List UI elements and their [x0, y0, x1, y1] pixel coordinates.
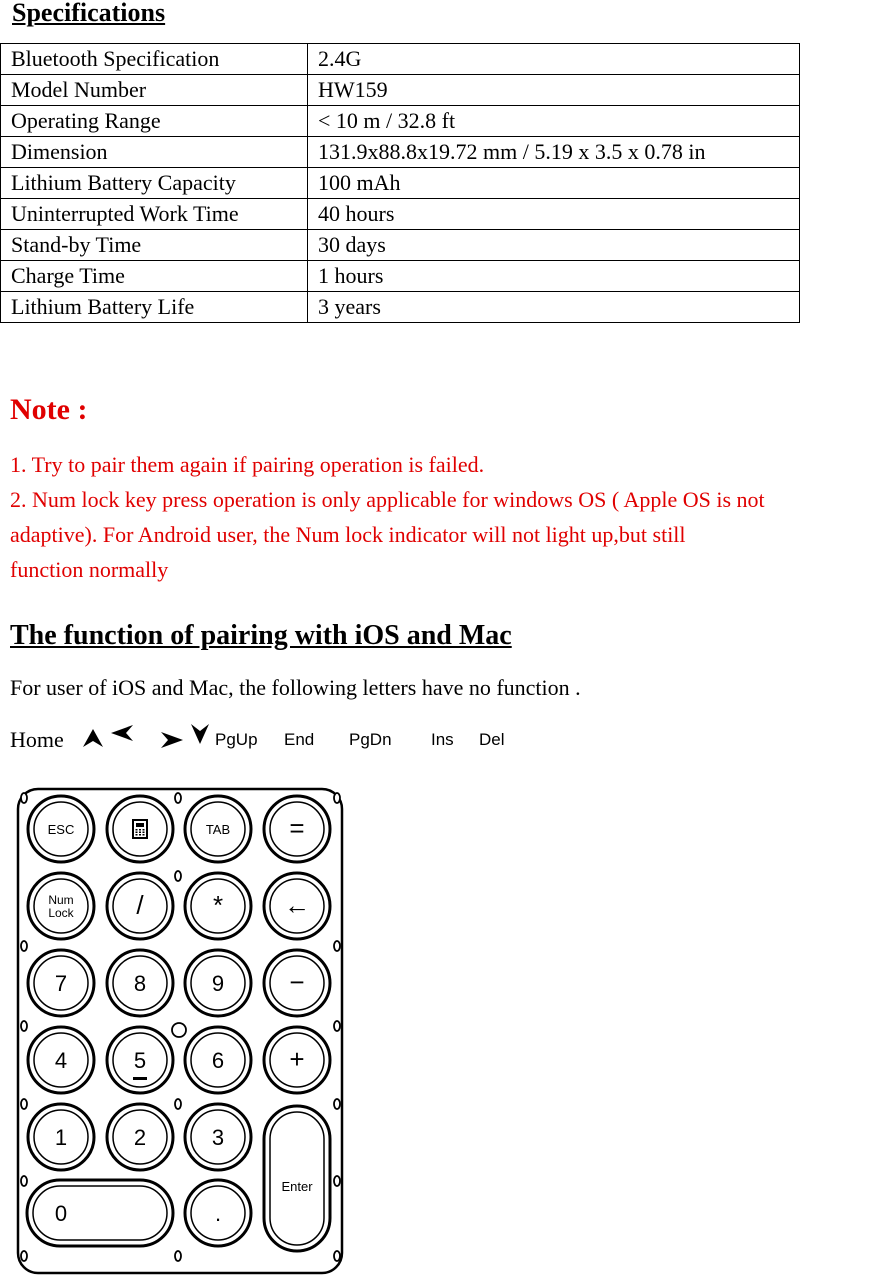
frame-dot [175, 1251, 181, 1261]
key-label: 3 [211, 1125, 225, 1150]
arrow-up-icon [82, 728, 104, 748]
key-label: ← [284, 890, 310, 920]
keypad-key [264, 950, 330, 1016]
spec-row [1, 292, 800, 323]
end-key-label: End [284, 730, 315, 749]
frame-dot [334, 1021, 340, 1031]
note-line: 2. Num lock key press operation is only applicable for windows OS ( Apple OS is not [10, 487, 765, 512]
spec-value: < 10 m / 32.8 ft [308, 106, 800, 137]
spec-value: 1 hours [308, 261, 800, 292]
keypad-key [107, 1027, 173, 1093]
note-line: function normally [10, 557, 169, 582]
specifications-heading: Specifications [12, 0, 166, 27]
spec-label: Operating Range [1, 106, 308, 137]
home-key-label: Home [10, 727, 64, 752]
arrow-left-icon [110, 724, 134, 742]
frame-dot [334, 1176, 340, 1186]
frame-dot [21, 793, 27, 803]
del-key-label: Del [479, 730, 505, 749]
spec-row [1, 261, 800, 292]
spec-label: Stand-by Time [1, 230, 308, 261]
frame-dot [334, 793, 340, 803]
key-label: 7 [54, 971, 68, 996]
keypad-key [185, 1027, 251, 1093]
keypad-key [107, 873, 173, 939]
note-body [10, 447, 869, 587]
keypad-key [107, 796, 173, 862]
key-label: 1 [54, 1125, 68, 1150]
spec-label: Lithium Battery Capacity [1, 168, 308, 199]
key-label: Enter [281, 1179, 313, 1194]
function-section-text: For user of iOS and Mac, the following letters have no function . [10, 675, 581, 700]
frame-dot [175, 1099, 181, 1109]
keypad-key [185, 873, 251, 939]
spec-value: 131.9x88.8x19.72 mm / 5.19 x 3.5 x 0.78 in [308, 137, 800, 168]
spec-row [1, 106, 800, 137]
spec-value: 40 hours [308, 199, 800, 230]
note-line: adaptive). For Android user, the Num lock indicator will not light up,but still [10, 522, 686, 547]
pgdn-key-label: PgDn [349, 730, 392, 749]
home-bump [133, 1077, 147, 1080]
spec-row [1, 75, 800, 106]
frame-dot [21, 1021, 27, 1031]
keypad-key [28, 950, 94, 1016]
keypad-key [264, 1027, 330, 1093]
key-label: . [214, 1201, 222, 1226]
key-label: 4 [54, 1048, 68, 1073]
spec-label: Lithium Battery Life [1, 292, 308, 323]
frame-dot [334, 941, 340, 951]
frame-dot [175, 871, 181, 881]
key-label: 0 [54, 1201, 68, 1226]
key-label: 2 [133, 1125, 147, 1150]
key-label: − [289, 967, 305, 997]
key-label: ESC [47, 822, 75, 837]
spec-row [1, 199, 800, 230]
spec-label: Charge Time [1, 261, 308, 292]
note-title: Note : [10, 393, 88, 426]
spec-row [1, 230, 800, 261]
spec-value: 2.4G [308, 44, 800, 75]
key-label: Num [48, 893, 74, 907]
key-label: / [136, 890, 144, 920]
spec-row [1, 44, 800, 75]
key-label: TAB [205, 822, 231, 837]
key-label: 5 [133, 1048, 147, 1073]
arrow-down-icon [190, 723, 210, 745]
keypad-key [107, 1104, 173, 1170]
frame-dot [21, 1176, 27, 1186]
keypad-key [185, 950, 251, 1016]
keypad-key [107, 950, 173, 1016]
keypad-key [28, 796, 94, 862]
keypad-key [28, 1027, 94, 1093]
key-label: = [289, 813, 305, 843]
keypad-key [185, 1104, 251, 1170]
spec-value: HW159 [308, 75, 800, 106]
arrow-right-icon [160, 731, 184, 749]
spec-value: 3 years [308, 292, 800, 323]
specifications-table [0, 43, 800, 323]
ins-key-label: Ins [431, 730, 454, 749]
key-label: 9 [211, 971, 225, 996]
keypad-key [28, 1104, 94, 1170]
keypad-key [264, 796, 330, 862]
key-label: 8 [133, 971, 147, 996]
frame-dot [21, 941, 27, 951]
frame-dot [175, 793, 181, 803]
spec-row [1, 168, 800, 199]
frame-dot [334, 1099, 340, 1109]
led-indicator [172, 1023, 186, 1037]
non-functional-keys-row [10, 727, 530, 757]
keypad-key [185, 796, 251, 862]
frame-dot [334, 1251, 340, 1261]
frame-dot [21, 1099, 27, 1109]
keypad-key [264, 873, 330, 939]
keypad-key [185, 1180, 251, 1246]
spec-label: Bluetooth Specification [1, 44, 308, 75]
frame-dot [21, 1251, 27, 1261]
note-line: 1. Try to pair them again if pairing operation is failed. [10, 452, 485, 477]
keypad-key [264, 1106, 330, 1251]
spec-label: Uninterrupted Work Time [1, 199, 308, 230]
key-label: + [289, 1044, 305, 1074]
keypad-key [28, 873, 94, 939]
spec-label: Dimension [1, 137, 308, 168]
pgup-key-label: PgUp [215, 730, 258, 749]
spec-value: 30 days [308, 230, 800, 261]
key-label: 6 [211, 1048, 225, 1073]
spec-label: Model Number [1, 75, 308, 106]
keypad-key [27, 1180, 173, 1246]
spec-value: 100 mAh [308, 168, 800, 199]
key-label: Lock [48, 906, 74, 920]
numeric-keypad-illustration [15, 786, 347, 1278]
spec-row [1, 137, 800, 168]
function-section-title: The function of pairing with iOS and Mac [10, 620, 512, 651]
key-label: * [212, 890, 224, 920]
